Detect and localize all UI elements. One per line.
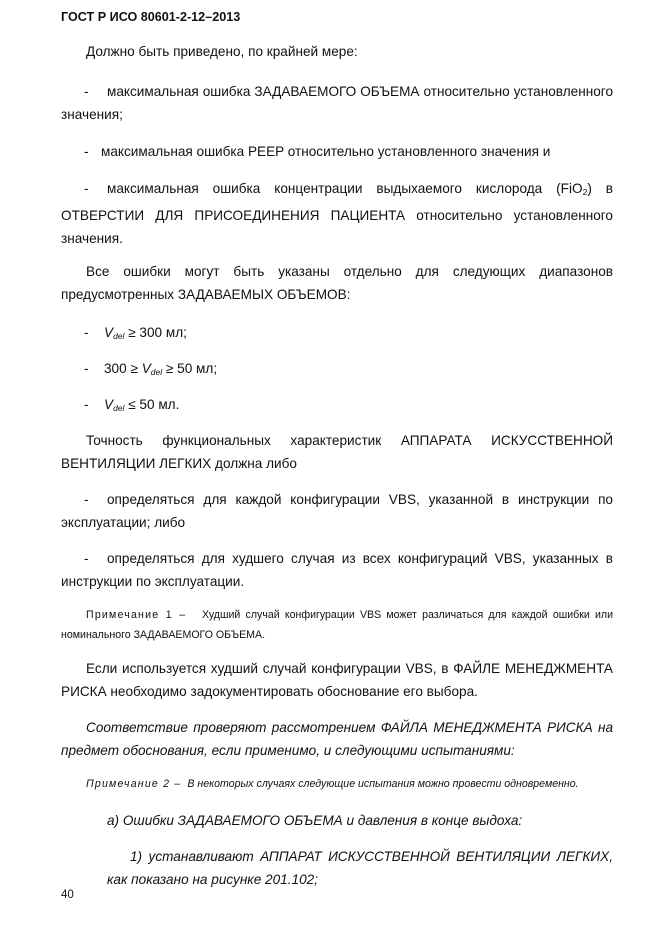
intro-paragraph: Должно быть приведено, по крайней мере: xyxy=(86,44,358,59)
error-item-oxygen-text-b: ) в ОТВЕРСТИИ ДЛЯ ПРИСОЕДИНЕНИЯ ПАЦИЕНТА относительно установленного значения. xyxy=(61,181,613,246)
range-subscript-del: del xyxy=(113,331,125,341)
accuracy-item-worst-case: определяться для худшего случая из всех конфигураций VBS, указанных в инструкции по эксплуатации. xyxy=(61,551,613,589)
error-item-oxygen-subscript: 2 xyxy=(582,187,588,197)
range-symbol-v: V xyxy=(104,397,114,412)
error-item-peep: максимальная ошибка PEEP относительно установленного значения и xyxy=(101,144,551,159)
list-dash: - xyxy=(84,492,89,507)
range-subscript-del: del xyxy=(150,367,163,377)
list-dash: - xyxy=(84,84,89,99)
compliance-paragraph: Соответствие проверяют рассмотрением ФАЙЛА МЕНЕДЖМЕНТА РИСКА на предмет обоснования, если применимо, и следующими испытаниями: xyxy=(61,720,613,758)
error-item-volume: максимальная ошибка ЗАДАВАЕМОГО ОБЪЕМА относительно установленного значения; xyxy=(61,84,613,122)
range-item-2 xyxy=(104,357,217,384)
page-number: 40 xyxy=(61,889,74,901)
risk-file-paragraph: Если используется худший случай конфигурации VBS, в ФАЙЛЕ МЕНЕДЖМЕНТА РИСКА необходимо задокументировать обоснование его выбора. xyxy=(61,661,613,699)
list-dash: - xyxy=(84,181,89,196)
range-item-2-head: 300 ≥ xyxy=(104,361,142,376)
test-a-heading: а) Ошибки ЗАДАВАЕМОГО ОБЪЕМА и давления в конце выдоха: xyxy=(107,813,523,828)
range-item-1 xyxy=(104,321,187,348)
note-2-label: Примечание 2 – xyxy=(86,778,182,790)
note-1 xyxy=(61,605,613,645)
list-dash: - xyxy=(84,397,89,412)
test-a1-line-2: как показано на рисунке 201.102; xyxy=(107,872,318,887)
note-2 xyxy=(61,774,613,794)
test-a1-line-1: 1) устанавливают АППАРАТ ИСКУССТВЕННОЙ ВЕНТИЛЯЦИИ ЛЕГКИХ, xyxy=(130,849,613,864)
range-symbol-v: V xyxy=(104,325,114,340)
range-item-3 xyxy=(104,393,179,420)
note-1-label: Примечание 1 – xyxy=(86,609,187,621)
error-item-oxygen xyxy=(61,177,613,250)
error-item-oxygen-text-a: максимальная ошибка концентрации выдыхаемого кислорода (FiO xyxy=(107,181,583,196)
list-dash: - xyxy=(84,144,89,159)
accuracy-intro-paragraph: Точность функциональных характеристик АППАРАТА ИСКУССТВЕННОЙ ВЕНТИЛЯЦИИ ЛЕГКИХ должна либо xyxy=(61,433,613,471)
document-header-code: ГОСТ Р ИСО 80601-2-12–2013 xyxy=(61,10,241,24)
range-item-1-text: ≥ 300 мл; xyxy=(124,325,187,340)
range-symbol-v: V xyxy=(141,361,151,376)
ranges-intro-paragraph: Все ошибки могут быть указаны отдельно для следующих диапазонов предусмотренных ЗАДАВАЕМЫХ ОБЪЕМОВ: xyxy=(61,264,613,302)
list-dash: - xyxy=(84,551,89,566)
range-item-2-text: ≥ 50 мл; xyxy=(162,361,218,376)
range-subscript-del: del xyxy=(113,403,125,413)
range-item-3-text: ≤ 50 мл. xyxy=(124,397,180,412)
list-dash: - xyxy=(84,361,89,376)
note-2-text: В некоторых случаях следующие испытания можно провести одновременно. xyxy=(187,778,579,790)
accuracy-item-each-config: определяться для каждой конфигурации VBS, указанной в инструкции по эксплуатации; либо xyxy=(61,492,613,530)
list-dash: - xyxy=(84,325,89,340)
note-1-text: Худший случай конфигурации VBS может различаться для каждой ошибки или номинального ЗАДАВАЕМОГО ОБЪЕМА. xyxy=(61,609,613,641)
